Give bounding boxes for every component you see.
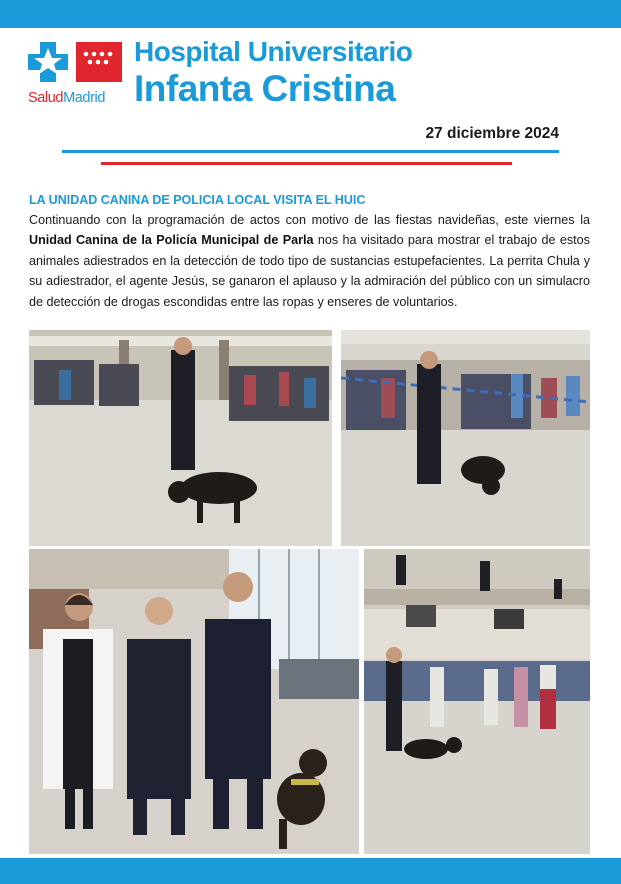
article-body bbox=[29, 210, 590, 312]
top-banner-bar bbox=[0, 0, 621, 28]
photo-canine-demo-2 bbox=[341, 330, 590, 546]
hospital-name-line1: Hospital Universitario bbox=[134, 36, 413, 67]
logo-wordmark-madrid: Madrid bbox=[63, 90, 106, 106]
bottom-banner-bar bbox=[0, 858, 621, 884]
salud-madrid-logo bbox=[28, 40, 124, 108]
article-body-rest: nos ha visitado para mostrar el trabajo de estos animales adiestrados en la detección de todo tipo de sustancias estupefacientes. La perrita Chula y su adiestrador, el agente Jesús, se ganaron el aplauso y la admiración del público con un simulacro de detección de drogas escondidas entre las ropas y enseres de voluntarios. bbox=[29, 233, 590, 309]
hospital-name-line2: Infanta Cristina bbox=[134, 68, 396, 109]
logo-wordmark-salud: Salud bbox=[28, 90, 64, 106]
publication-date: 27 diciembre 2024 bbox=[425, 125, 559, 142]
divider-blue bbox=[62, 150, 559, 153]
salud-madrid-emblem-icon bbox=[28, 40, 124, 86]
article-body-intro: Continuando con la programación de actos con motivo de las fiestas navideñas, este viernes la bbox=[29, 213, 590, 227]
photo-demonstration-wide bbox=[364, 549, 590, 854]
divider-red bbox=[101, 162, 512, 165]
article-headline: LA UNIDAD CANINA DE POLICIA LOCAL VISITA EL HUIC bbox=[29, 193, 366, 207]
photo-canine-demo-1 bbox=[29, 330, 332, 546]
article-body-bold: Unidad Canina de la Policía Municipal de Parla bbox=[29, 233, 314, 248]
photo-group-with-dog bbox=[29, 549, 359, 854]
logo-wordmark bbox=[28, 90, 105, 106]
